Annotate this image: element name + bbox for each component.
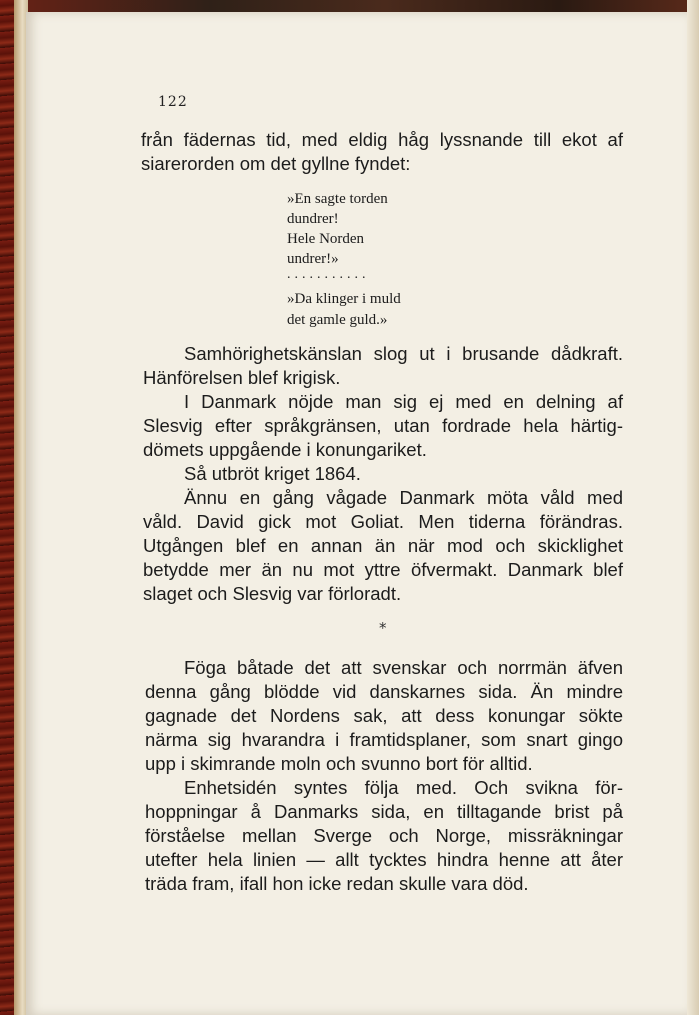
verse-line: det gamle guld.» (287, 312, 388, 328)
verse-line: Hele Norden (287, 231, 365, 247)
text-line: från fädernas tid, med eldig håg lyssnande till ekot af (141, 129, 623, 150)
text-line: betydde mer än nu mot yttre öfvermakt. Danmark blef (143, 559, 623, 580)
text-line: denna gång blödde vid danskarnes sida. Än mindre (145, 681, 623, 702)
text-line: hoppningar å Danmarks sida, en tilltagande brist på (145, 801, 623, 822)
text-line: Föga båtade det att svenskar och norrmän äfven (184, 657, 623, 678)
text-line: utefter hela linien — allt tycktes hindra henne att åter (145, 849, 623, 870)
page-stack-right-edge (687, 0, 699, 1015)
verse-line: dundrer! (287, 211, 339, 227)
text-line: Så utbröt kriget 1864. (184, 463, 361, 484)
text-line: Enhetsidén syntes följa med. Och svikna för- (184, 777, 623, 798)
section-separator: * (379, 619, 387, 637)
verse-ellipsis: ........... (287, 267, 370, 282)
text-line: Utgången blef en annan än när mod och skicklighet (143, 535, 623, 556)
text-line: förståelse mellan Sverge och Norge, missräkningar (145, 825, 623, 846)
text-line: Ännu en gång vågade Danmark möta våld med (184, 487, 623, 508)
text-line: I Danmark nöjde man sig ej med en delning af (184, 391, 623, 412)
text-line: Hänförelsen blef krigisk. (143, 367, 341, 388)
text-line: slaget och Slesvig var förloradt. (143, 583, 402, 604)
text-line: gagnade det Nordens sak, att dess konungar sökte (145, 705, 623, 726)
text-line: upp i skimrande moln och svunno bort för alltid. (145, 753, 533, 774)
text-line: träda fram, ifall hon icke redan skulle vara död. (145, 873, 529, 894)
verse-line: undrer!» (287, 251, 339, 267)
verse-line: »Da klinger i muld (287, 291, 401, 307)
text-line: siarerorden om det gyllne fyndet: (141, 153, 411, 174)
text-line: Samhörighetskänslan slog ut i brusande dådkraft. (184, 343, 623, 364)
text-line: dömets uppgående i konungariket. (143, 439, 427, 460)
text-line: närma sig hvarandra i framtidsplaner, som snart gingo (145, 729, 623, 750)
verse-line: »En sagte torden (287, 191, 388, 207)
page-number: 122 (158, 94, 188, 110)
text-line: våld. David gick mot Goliat. Men tiderna förändras. (143, 511, 623, 532)
text-line: Slesvig efter språkgränsen, utan fordrade hela härtig- (143, 415, 623, 436)
